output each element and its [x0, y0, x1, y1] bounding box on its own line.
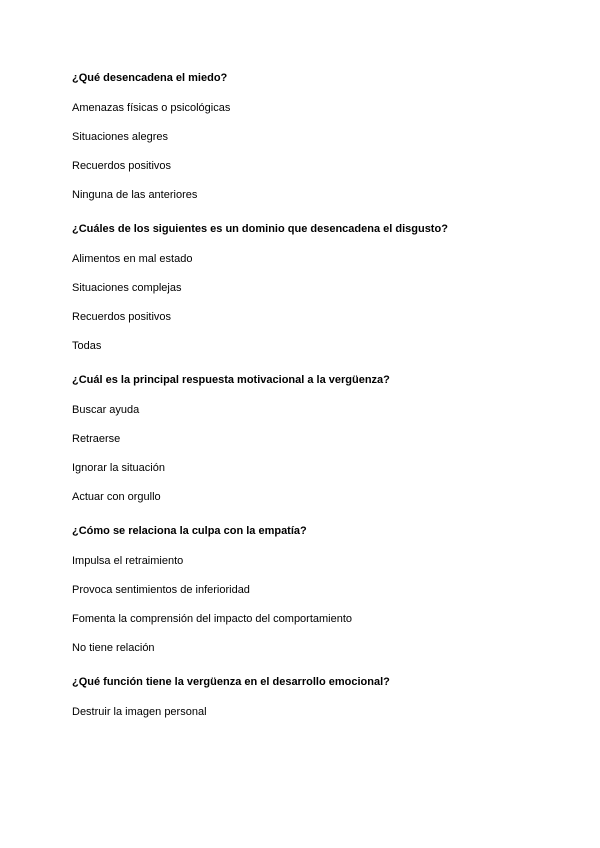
- question-block-4: [72, 524, 572, 655]
- question-title: ¿Cómo se relaciona la culpa con la empatía?: [72, 525, 307, 537]
- question-block-1: [72, 71, 572, 202]
- answer-option: Ignorar la situación: [72, 462, 165, 474]
- answer-option: Recuerdos positivos: [72, 160, 172, 172]
- question-title: ¿Cuál es la principal respuesta motivacional a la vergüenza?: [72, 374, 390, 386]
- question-block-5: [72, 675, 572, 719]
- answer-option: Buscar ayuda: [72, 404, 140, 416]
- answer-option: Actuar con orgullo: [72, 491, 161, 503]
- question-title: ¿Qué función tiene la vergüenza en el desarrollo emocional?: [72, 676, 390, 688]
- answer-option: Alimentos en mal estado: [72, 253, 193, 265]
- answer-option: Retraerse: [72, 433, 121, 445]
- answer-option: Provoca sentimientos de inferioridad: [72, 584, 250, 596]
- answer-option: No tiene relación: [72, 642, 155, 654]
- answer-option: Situaciones complejas: [72, 282, 182, 294]
- question-block-3: [72, 373, 572, 504]
- question-title: ¿Cuáles de los siguientes es un dominio que desencadena el disgusto?: [72, 223, 448, 235]
- answer-option: Situaciones alegres: [72, 131, 169, 143]
- answer-option: Ninguna de las anteriores: [72, 189, 198, 201]
- answer-option: Amenazas físicas o psicológicas: [72, 102, 231, 114]
- answer-option: Todas: [72, 340, 102, 352]
- question-block-2: [72, 222, 572, 353]
- quiz-content: [72, 71, 572, 739]
- answer-option: Impulsa el retraimiento: [72, 555, 184, 567]
- answer-option: Fomenta la comprensión del impacto del comportamiento: [72, 613, 353, 625]
- question-title: ¿Qué desencadena el miedo?: [72, 72, 228, 84]
- answer-option: Recuerdos positivos: [72, 311, 172, 323]
- answer-option: Destruir la imagen personal: [72, 706, 207, 718]
